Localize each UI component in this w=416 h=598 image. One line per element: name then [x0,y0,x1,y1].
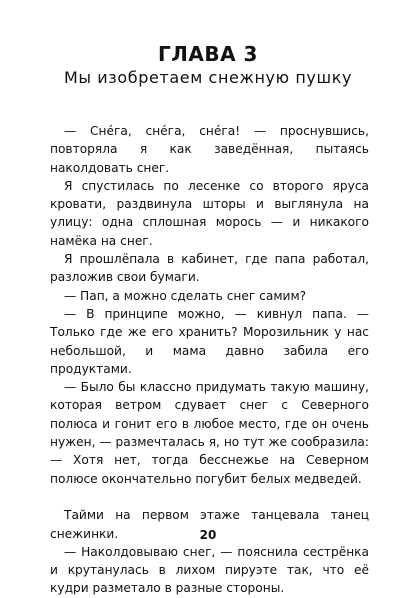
section-break [50,488,369,506]
paragraph: — Пап, а можно сделать снег самим? [64,288,307,303]
paragraph: — Было бы классно придумать такую машину, которая ветром сдувает снег с Северного полюса и гонит его в любое место, где он очень нужен, — размечталась я, но тут же сообразила: — Хотя нет, тогда бесснежье на Северном полюсе окончательно погубит белых медведей. [50,380,369,486]
body-text [50,122,369,598]
paragraph: Тайми на первом этаже танцевала танец снежинки. [50,508,369,541]
paragraph: — Снéга, снéга, снéга! — проснувшись, повторяла я как заведённая, пытаясь наколдовать снег. [50,124,369,175]
paragraph: — В принципе можно, — кивнул папа. — Только где же его хранить? Морозильник у нас небольшой, и мама давно забила его продуктами. [50,306,369,376]
page-number: 20 [199,528,217,542]
chapter-title: ГЛАВА 3 [158,42,258,66]
chapter-subtitle: Мы изобретаем снежную пушку [63,68,353,87]
paragraph: Я прошлёпала в кабинет, где папа работал, разложив свои бумаги. [50,252,369,285]
paragraph: — Наколдовываю снег, — пояснила сестрёнка и крутанулась в лихом пируэте так, что её кудри разметало в разные стороны. [50,544,369,596]
paragraph: Я спустилась по лесенке со второго яруса кровати, раздвинула шторы и выглянула на улицу: одна сплошная морось — и никакого намёка на снег. [50,178,369,248]
